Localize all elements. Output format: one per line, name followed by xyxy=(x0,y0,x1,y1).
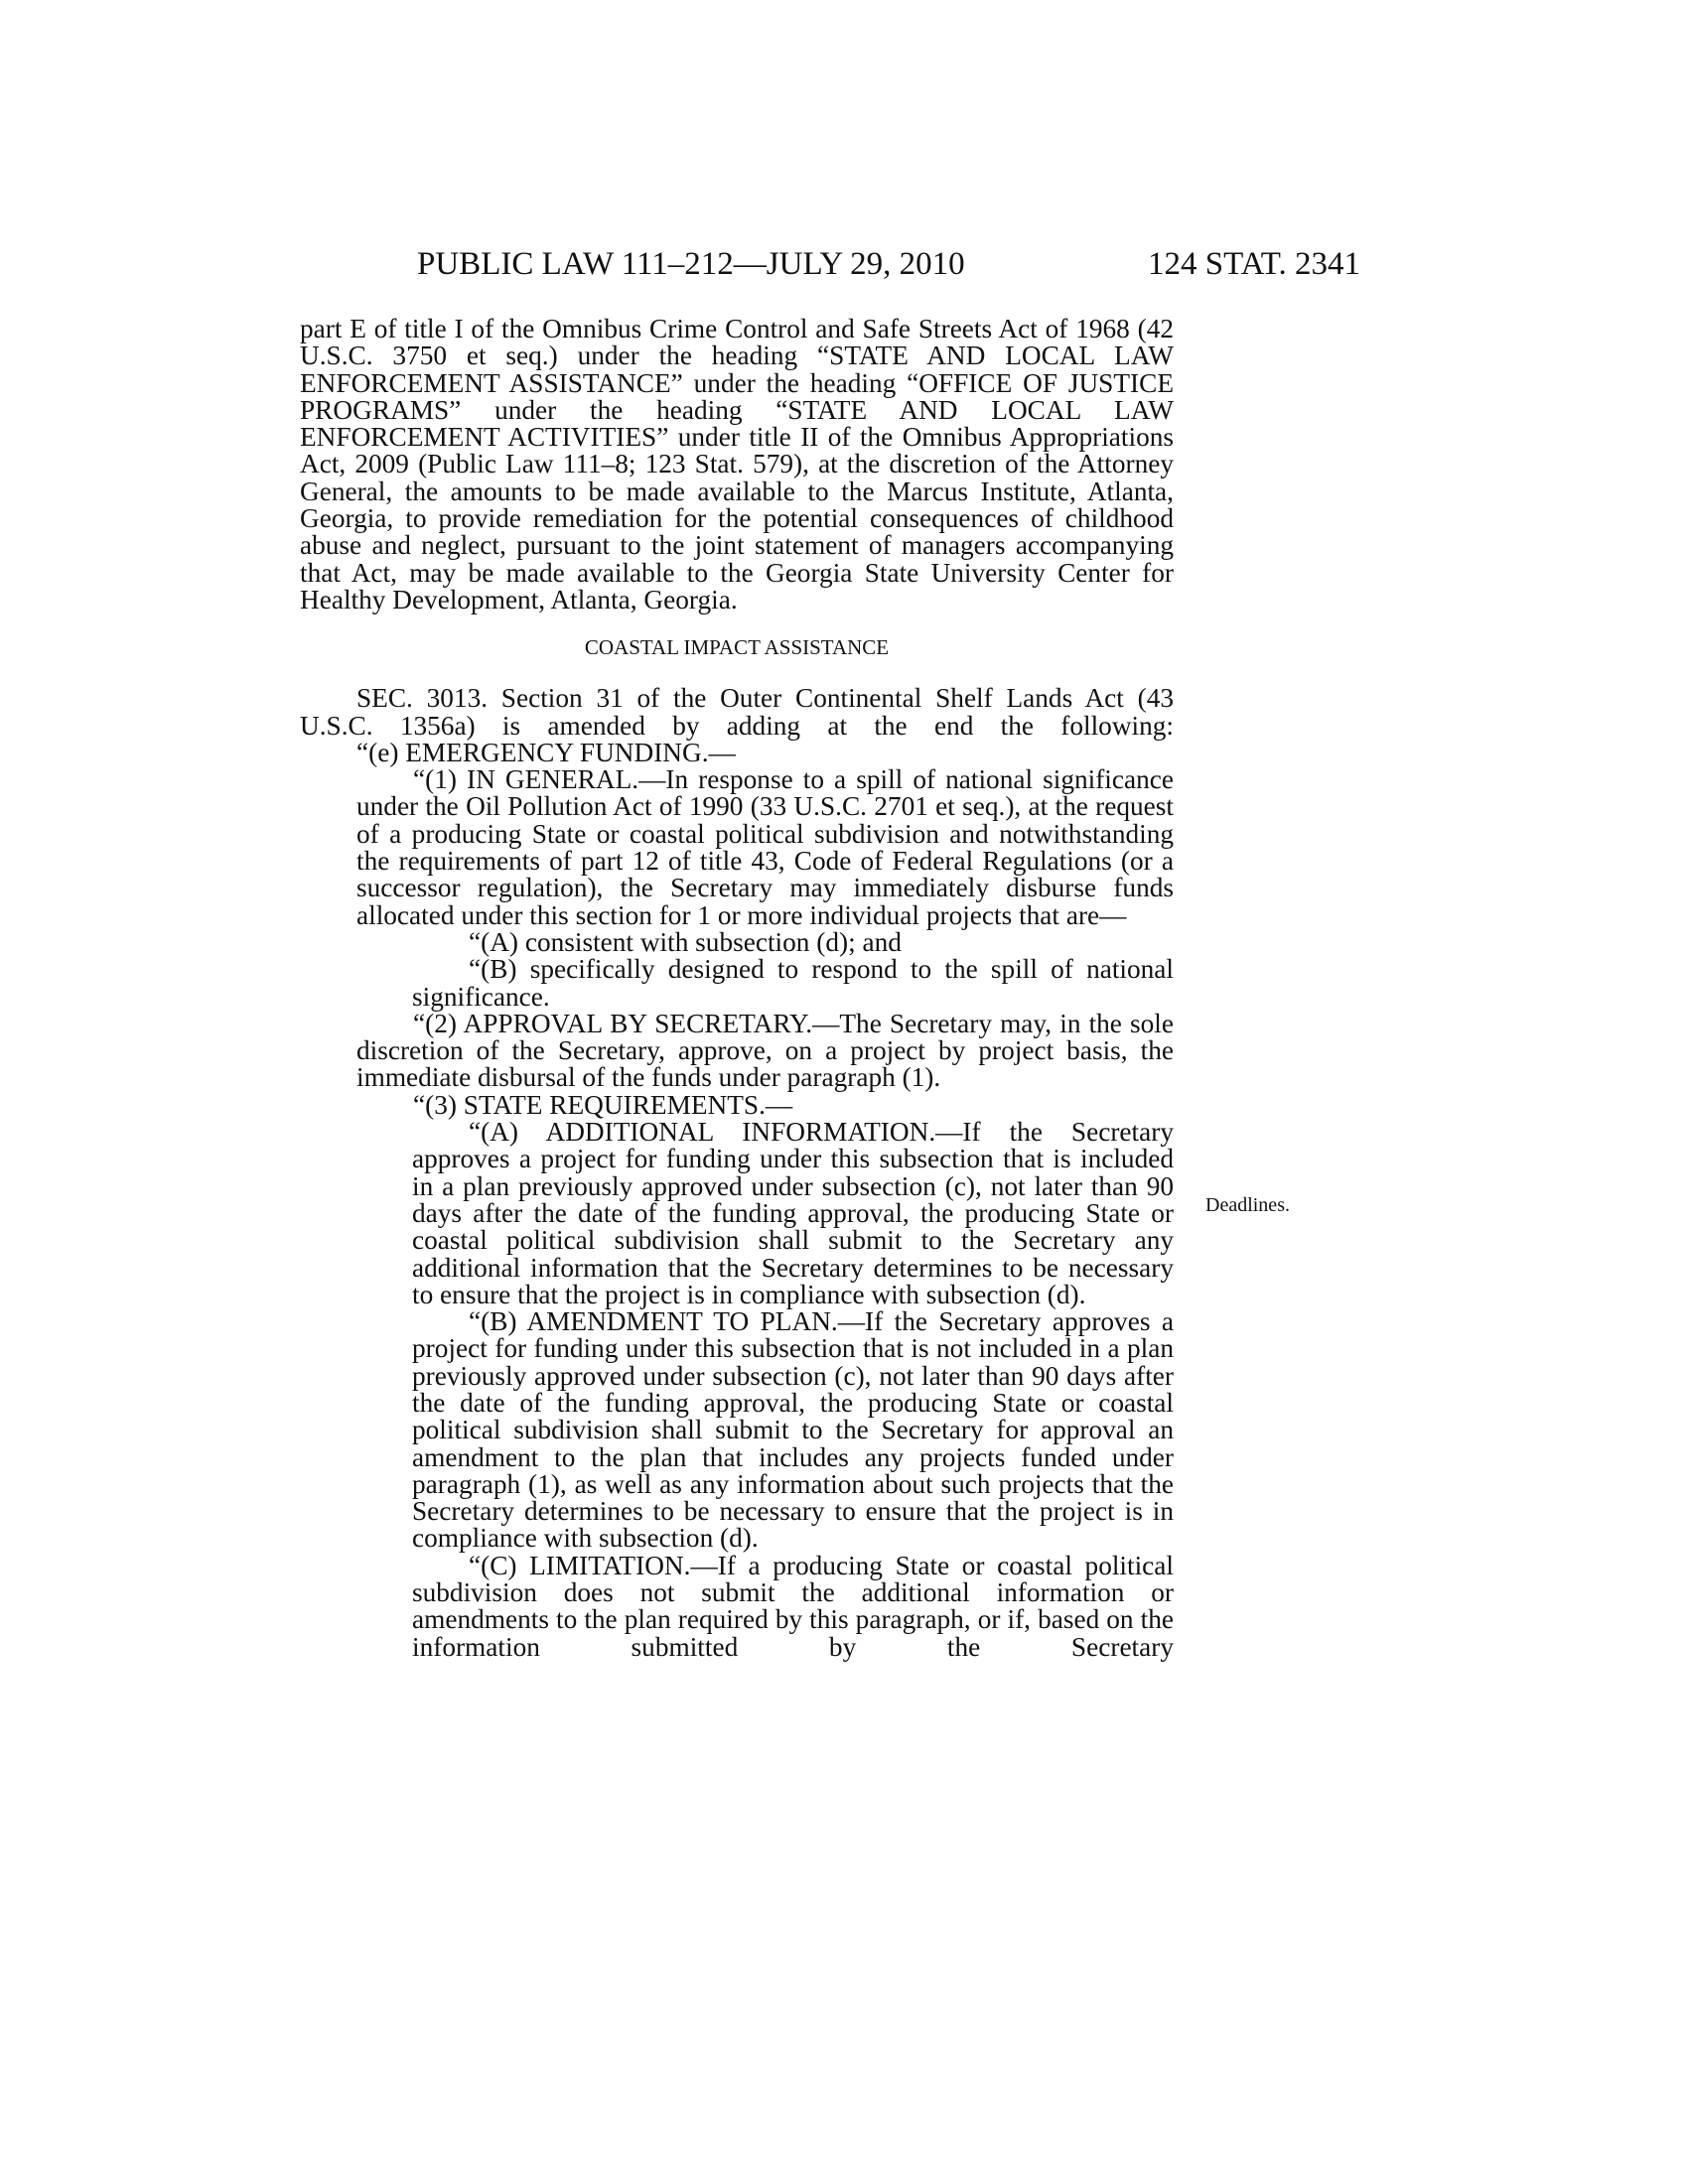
margin-note-deadlines: Deadlines. xyxy=(1205,1194,1290,1216)
paragraph-2-approval: “(2) APPROVAL BY SECRETARY.—The Secretary may, in the sole discretion of the Secretary, approve, on a project by project basis, the immediate disbursal of the funds under paragraph (1). xyxy=(356,1008,1174,1093)
subparagraph-1a: “(A) consistent with subsection (d); and xyxy=(469,926,902,957)
document-body xyxy=(300,316,1174,1661)
paragraph-3-state-requirements: “(3) STATE REQUIREMENTS.— xyxy=(413,1089,793,1120)
paragraph-continuation: part E of title I of the Omnibus Crime Control and Safe Streets Act of 1968 (42 U.S.C. 3750 et seq.) under the heading “STATE AND LOCAL LAW ENFORCEMENT ASSISTANCE” under the heading “OFFICE OF JUSTICE PROGRAMS” under the heading “STATE AND LOCAL LAW ENFORCEMENT ACTIVITIES” under title II of the Omnibus Appropriations Act, 2009 (Public Law 111–8; 123 Stat. 579), at the discretion of the Attorney General, the amounts to be made available to the Marcus Institute, Atlanta, Georgia, to provide remediation for the potential consequences of childhood abuse and neglect, pursuant to the joint statement of managers accompanying that Act, may be made available to the Georgia State University Center for Healthy Development, Atlanta, Georgia. xyxy=(300,314,1174,614)
page-header xyxy=(298,246,1390,286)
subparagraph-1b: “(B) specifically designed to respond to the spill of national significance. xyxy=(412,954,1174,1012)
subsection-e-heading: “(e) EMERGENCY FUNDING.— xyxy=(356,737,736,767)
subparagraph-3b: “(B) AMENDMENT TO PLAN.—If the Secretary approves a project for funding under this subsection that is not included in a plan previously approved under subsection (c), not later than 90 days after the date of the funding approval, the producing State or coastal political subdivision shall submit to the Secretary for approval an amendment to the plan that includes any projects funded under paragraph (1), as well as any information about such projects that the Secretary determines to be necessary to ensure that the project is in compliance with subsection (d). xyxy=(412,1306,1174,1554)
subparagraph-3c: “(C) LIMITATION.—If a producing State or coastal political subdivision does not submit the additional information or amendments to the plan required by this paragraph, or if, based on the information submitted by the Secretary xyxy=(412,1550,1174,1662)
section-3013-text: SEC. 3013. Section 31 of the Outer Continental Shelf Lands Act (43 U.S.C. 1356a) is amended by adding at the end the following: xyxy=(300,683,1174,741)
running-title: PUBLIC LAW 111–212—JULY 29, 2010 xyxy=(417,246,965,282)
section-heading: COASTAL IMPACT ASSISTANCE xyxy=(584,635,890,660)
subparagraph-3a: “(A) ADDITIONAL INFORMATION.—If the Secretary approves a project for funding under this subsection that is included in a plan previously approved under subsection (c), not later than 90 days after the date of the funding approval, the producing State or coastal political subdivision shall submit to the Secretary any additional information that the Secretary determines to be necessary to ensure that the project is in compliance with subsection (d). xyxy=(412,1117,1174,1309)
statute-page-number: 124 STAT. 2341 xyxy=(1147,246,1360,282)
paragraph-1-in-general: “(1) IN GENERAL.—In response to a spill of national significance under the Oil Pollution Act of 1990 (33 U.S.C. 2701 et seq.), at the request of a producing State or coastal political subdivision and notwithstanding the requirements of part 12 of title 43, Code of Federal Regulations (or a successor regulation), the Secretary may immediately disburse funds allocated under this section for 1 or more individual projects that are— xyxy=(356,764,1174,930)
